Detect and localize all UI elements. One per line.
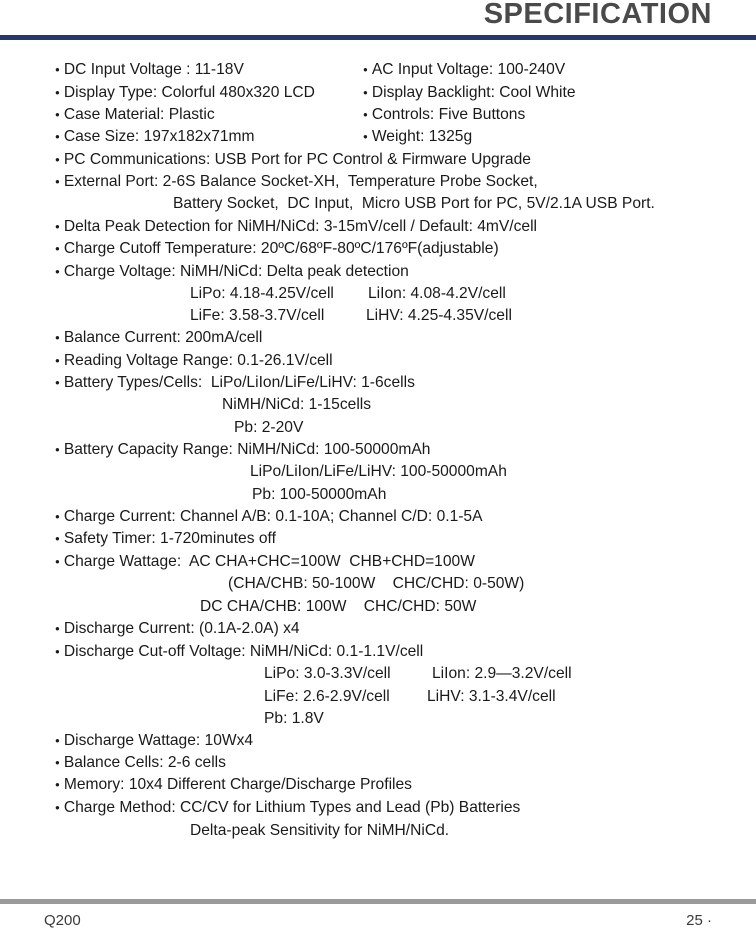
spec-charge-voltage-liion: LiIon: 4.08-4.2V/cell xyxy=(368,285,506,302)
spec-charge-voltage-life: LiFe: 3.58-3.7V/cell xyxy=(190,307,325,324)
spec-pc-communications: ● PC Communications: USB Port for PC Control & Firmware Upgrade xyxy=(55,149,531,173)
spec-charge-method: ● Charge Method: CC/CV for Lithium Types and Lead (Pb) Batteries xyxy=(55,797,520,821)
spec-battery-types-pb: Pb: 2-20V xyxy=(234,419,304,436)
spec-charge-current: ● Charge Current: Channel A/B: 0.1-10A; Channel C/D: 0.1-5A xyxy=(55,506,483,530)
spec-capacity-range: ● Battery Capacity Range: NiMH/NiCd: 100-50000mAh xyxy=(55,439,430,463)
spec-ac-input: ● AC Input Voltage: 100-240V xyxy=(363,59,565,83)
spec-safety-timer: ● Safety Timer: 1-720minutes off xyxy=(55,528,276,552)
spec-display-backlight: ● Display Backlight: Cool White xyxy=(363,82,576,106)
spec-charge-wattage-dc: DC CHA/CHB: 100W CHC/CHD: 50W xyxy=(200,598,477,615)
spec-capacity-pb: Pb: 100-50000mAh xyxy=(252,486,387,503)
spec-charge-wattage-ac-range: (CHA/CHB: 50-100W CHC/CHD: 0-50W) xyxy=(228,575,525,592)
spec-charge-voltage-lihv: LiHV: 4.25-4.35V/cell xyxy=(366,307,512,324)
spec-discharge-lipo: LiPo: 3.0-3.3V/cell xyxy=(264,665,391,682)
spec-discharge-life: LiFe: 2.6-2.9V/cell xyxy=(264,688,390,705)
spec-dc-input: ● DC Input Voltage : 11-18V xyxy=(55,59,244,83)
spec-controls: ● Controls: Five Buttons xyxy=(363,104,525,128)
spec-charge-voltage: ● Charge Voltage: NiMH/NiCd: Delta peak detection xyxy=(55,261,409,285)
spec-cutoff-temperature: ● Charge Cutoff Temperature: 20ºC/68ºF-80ºC/176ºF(adjustable) xyxy=(55,238,499,262)
footer-model: Q200 xyxy=(44,912,81,929)
spec-capacity-lithium: LiPo/LiIon/LiFe/LiHV: 100-50000mAh xyxy=(250,463,507,480)
spec-delta-peak: ● Delta Peak Detection for NiMH/NiCd: 3-15mV/cell / Default: 4mV/cell xyxy=(55,216,537,240)
spec-charge-voltage-lipo: LiPo: 4.18-4.25V/cell xyxy=(190,285,334,302)
spec-discharge-liion: LiIon: 2.9—3.2V/cell xyxy=(432,665,572,682)
spec-external-port: ● External Port: 2-6S Balance Socket-XH, Temperature Probe Socket, xyxy=(55,171,538,195)
header-rule xyxy=(0,35,756,40)
spec-discharge-wattage: ● Discharge Wattage: 10Wx4 xyxy=(55,730,253,754)
spec-external-port-cont: Battery Socket, DC Input, Micro USB Port for PC, 5V/2.1A USB Port. xyxy=(173,195,655,212)
spec-battery-types: ● Battery Types/Cells: LiPo/LiIon/LiFe/LiHV: 1-6cells xyxy=(55,372,415,396)
footer-page-number: 25 · xyxy=(686,912,712,929)
footer-rule xyxy=(0,899,756,904)
spec-memory: ● Memory: 10x4 Different Charge/Discharge Profiles xyxy=(55,774,412,798)
spec-discharge-pb: Pb: 1.8V xyxy=(264,710,324,727)
spec-weight: ● Weight: 1325g xyxy=(363,126,472,150)
spec-reading-range: ● Reading Voltage Range: 0.1-26.1V/cell xyxy=(55,350,333,374)
spec-discharge-cutoff: ● Discharge Cut-off Voltage: NiMH/NiCd: 0.1-1.1V/cell xyxy=(55,641,423,665)
spec-display-type: ● Display Type: Colorful 480x320 LCD xyxy=(55,82,315,106)
spec-battery-types-nimh: NiMH/NiCd: 1-15cells xyxy=(222,396,372,413)
spec-charge-method-cont: Delta-peak Sensitivity for NiMH/NiCd. xyxy=(190,822,450,839)
spec-charge-wattage: ● Charge Wattage: AC CHA+CHC=100W CHB+CHD=100W xyxy=(55,551,475,575)
spec-discharge-current: ● Discharge Current: (0.1A-2.0A) x4 xyxy=(55,618,300,642)
spec-balance-current: ● Balance Current: 200mA/cell xyxy=(55,327,262,351)
spec-case-material: ● Case Material: Plastic xyxy=(55,104,215,128)
spec-discharge-lihv: LiHV: 3.1-3.4V/cell xyxy=(427,688,556,705)
spec-balance-cells: ● Balance Cells: 2-6 cells xyxy=(55,752,226,776)
spec-case-size: ● Case Size: 197x182x71mm xyxy=(55,126,255,150)
page-title: SPECIFICATION xyxy=(483,0,712,30)
